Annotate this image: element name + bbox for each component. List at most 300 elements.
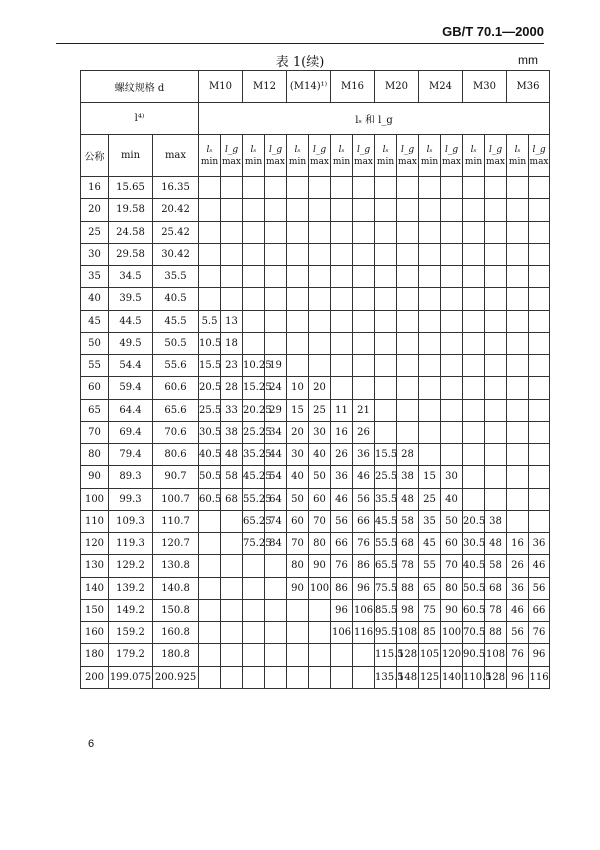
- lg-max-header: [353, 135, 375, 177]
- ls-min-cell: [287, 666, 309, 688]
- table-row: [81, 577, 550, 599]
- min-length-cell: 69.4: [109, 421, 153, 443]
- lg-symbol: l_g: [444, 144, 459, 155]
- lg-max-cell: 84: [265, 533, 287, 555]
- lg-max-header: [309, 135, 331, 177]
- lg-max-cell: 86: [353, 555, 375, 577]
- lg-max-cell: [221, 533, 243, 555]
- lg-max-cell: 56: [353, 488, 375, 510]
- lg-max-cell: [441, 266, 463, 288]
- dimension-table: [80, 70, 550, 689]
- lg-max-cell: [353, 310, 375, 332]
- max-length-cell: 55.6: [153, 355, 199, 377]
- lg-max-cell: 40: [441, 488, 463, 510]
- ls-min-cell: 70: [287, 533, 309, 555]
- ls-min-cell: [199, 288, 221, 310]
- ls-min-cell: 26: [331, 444, 353, 466]
- lg-max-cell: 80: [309, 533, 331, 555]
- min-label: min: [288, 156, 307, 167]
- min-length-cell: 109.3: [109, 510, 153, 532]
- lg-max-cell: 46: [353, 466, 375, 488]
- lg-max-cell: 18: [221, 332, 243, 354]
- ls-min-cell: 45: [419, 533, 441, 555]
- ls-min-cell: 20.5: [463, 510, 485, 532]
- lg-max-cell: 108: [485, 644, 507, 666]
- ls-min-cell: 56: [331, 510, 353, 532]
- ls-min-cell: 30: [287, 444, 309, 466]
- min-length-cell: 34.5: [109, 266, 153, 288]
- lg-max-cell: 108: [397, 622, 419, 644]
- lg-max-cell: [353, 666, 375, 688]
- ls-min-cell: [243, 555, 265, 577]
- min-length-cell: 54.4: [109, 355, 153, 377]
- ls-min-cell: [463, 266, 485, 288]
- lg-max-cell: [397, 399, 419, 421]
- ls-symbol: lₛ: [250, 144, 257, 155]
- ls-min-cell: 105: [419, 644, 441, 666]
- lg-max-cell: 96: [529, 644, 550, 666]
- lg-max-cell: [485, 199, 507, 221]
- lg-max-cell: 58: [485, 555, 507, 577]
- min-label: min: [332, 156, 351, 167]
- lg-max-cell: [309, 243, 331, 265]
- ls-min-cell: 25.25: [243, 421, 265, 443]
- lg-max-cell: [309, 644, 331, 666]
- min-length-cell: 24.58: [109, 221, 153, 243]
- lg-max-cell: [221, 555, 243, 577]
- min-length-cell: 149.2: [109, 599, 153, 621]
- size-header: M30: [463, 71, 507, 103]
- min-length-cell: 129.2: [109, 555, 153, 577]
- max-length-cell: 110.7: [153, 510, 199, 532]
- lg-max-cell: [485, 399, 507, 421]
- lg-max-cell: [265, 266, 287, 288]
- min-length-cell: 79.4: [109, 444, 153, 466]
- lg-max-cell: [529, 444, 550, 466]
- ls-min-cell: [375, 266, 397, 288]
- lg-max-cell: 36: [529, 533, 550, 555]
- max-length-cell: 160.8: [153, 622, 199, 644]
- table-caption: 表 1(续): [275, 55, 325, 70]
- ls-min-cell: 70.5: [463, 622, 485, 644]
- max-label: max: [266, 156, 285, 167]
- ls-min-cell: 5.5: [199, 310, 221, 332]
- lg-max-header: [265, 135, 287, 177]
- table-row: [81, 332, 550, 354]
- nominal-header: 公称: [81, 135, 109, 177]
- lg-max-cell: [485, 466, 507, 488]
- ls-min-cell: 65.5: [375, 555, 397, 577]
- ls-min-cell: 11: [331, 399, 353, 421]
- ls-min-cell: [507, 199, 529, 221]
- lg-max-cell: 56: [529, 577, 550, 599]
- ls-min-cell: [331, 266, 353, 288]
- lg-max-cell: [353, 266, 375, 288]
- lg-symbol: l_g: [532, 144, 546, 155]
- ls-min-header: [375, 135, 397, 177]
- ls-min-cell: [507, 488, 529, 510]
- lg-max-cell: 38: [221, 421, 243, 443]
- table-body: [81, 177, 550, 689]
- ls-min-cell: [507, 421, 529, 443]
- size-header: M16: [331, 71, 375, 103]
- lg-max-cell: 19: [265, 355, 287, 377]
- lg-max-cell: [441, 310, 463, 332]
- ls-min-cell: [243, 243, 265, 265]
- lg-max-cell: [485, 266, 507, 288]
- lg-max-cell: 66: [529, 599, 550, 621]
- ls-min-cell: 60: [287, 510, 309, 532]
- ls-min-cell: [463, 199, 485, 221]
- ls-min-cell: [507, 355, 529, 377]
- ls-min-cell: [463, 177, 485, 199]
- ls-min-header: [463, 135, 485, 177]
- ls-min-cell: 20.25: [243, 399, 265, 421]
- ls-min-header: [331, 135, 353, 177]
- ls-min-cell: [331, 355, 353, 377]
- ls-min-cell: [419, 199, 441, 221]
- lg-max-cell: 128: [397, 644, 419, 666]
- max-length-cell: 20.42: [153, 199, 199, 221]
- lg-max-cell: [529, 355, 550, 377]
- lg-max-cell: 140: [441, 666, 463, 688]
- lg-max-cell: [529, 243, 550, 265]
- lg-max-cell: [265, 622, 287, 644]
- lg-max-cell: [265, 332, 287, 354]
- ls-min-cell: 40: [287, 466, 309, 488]
- lg-max-cell: [309, 221, 331, 243]
- nominal-length-cell: 60: [81, 377, 109, 399]
- lg-symbol: l_g: [312, 144, 327, 155]
- ls-min-cell: [507, 444, 529, 466]
- min-length-cell: 159.2: [109, 622, 153, 644]
- ls-min-cell: [199, 510, 221, 532]
- lg-max-cell: 106: [353, 599, 375, 621]
- min-length-cell: 19.58: [109, 199, 153, 221]
- ls-min-cell: 76: [507, 644, 529, 666]
- table-row: [81, 266, 550, 288]
- lg-max-cell: 29: [265, 399, 287, 421]
- size-header: M12: [243, 71, 287, 103]
- lg-max-cell: [265, 199, 287, 221]
- lg-max-cell: 100: [441, 622, 463, 644]
- lg-max-cell: [309, 177, 331, 199]
- page-number: 6: [88, 738, 95, 750]
- lg-max-cell: [529, 221, 550, 243]
- lg-max-cell: [353, 377, 375, 399]
- min-label: min: [244, 156, 263, 167]
- lg-max-cell: [353, 177, 375, 199]
- lg-max-cell: 28: [221, 377, 243, 399]
- ls-min-header: [243, 135, 265, 177]
- ls-min-cell: [375, 221, 397, 243]
- header-rule: [56, 43, 544, 44]
- ls-min-cell: [463, 444, 485, 466]
- lg-max-cell: 60: [309, 488, 331, 510]
- ls-min-cell: 10: [287, 377, 309, 399]
- lg-max-cell: [353, 332, 375, 354]
- ls-min-cell: [463, 221, 485, 243]
- ls-min-cell: [463, 466, 485, 488]
- ls-min-cell: [287, 332, 309, 354]
- max-length-cell: 150.8: [153, 599, 199, 621]
- lg-max-cell: 13: [221, 310, 243, 332]
- ls-min-cell: 55: [419, 555, 441, 577]
- ls-min-cell: [463, 355, 485, 377]
- ls-min-cell: 60.5: [463, 599, 485, 621]
- lg-max-cell: [221, 644, 243, 666]
- max-label: max: [310, 156, 330, 167]
- ls-min-cell: [199, 221, 221, 243]
- ls-min-cell: 46: [331, 488, 353, 510]
- lg-max-cell: 36: [353, 444, 375, 466]
- ls-symbol: lₛ: [470, 144, 477, 155]
- ls-min-cell: [375, 377, 397, 399]
- ls-min-cell: [199, 666, 221, 688]
- ls-min-cell: [375, 399, 397, 421]
- lg-symbol: l_g: [400, 144, 415, 155]
- lg-max-cell: [397, 377, 419, 399]
- max-length-cell: 140.8: [153, 577, 199, 599]
- ls-min-cell: [243, 577, 265, 599]
- ls-min-cell: 20.5: [199, 377, 221, 399]
- table-row: [81, 177, 550, 199]
- ls-min-cell: 95.5: [375, 622, 397, 644]
- ls-min-cell: [375, 288, 397, 310]
- table-row: [81, 310, 550, 332]
- ls-min-header: [287, 135, 309, 177]
- lg-max-cell: [221, 266, 243, 288]
- lg-max-cell: [529, 199, 550, 221]
- nominal-length-cell: 90: [81, 466, 109, 488]
- ls-min-cell: [199, 533, 221, 555]
- ls-min-cell: 115.5: [375, 644, 397, 666]
- ls-min-cell: [287, 644, 309, 666]
- ls-min-cell: 35: [419, 510, 441, 532]
- ls-min-cell: [199, 177, 221, 199]
- nominal-length-cell: 70: [81, 421, 109, 443]
- max-length-cell: 120.7: [153, 533, 199, 555]
- lg-max-cell: [265, 644, 287, 666]
- min-label: min: [376, 156, 395, 167]
- ls-min-cell: 45.25: [243, 466, 265, 488]
- table-row: [81, 555, 550, 577]
- lg-max-cell: [397, 421, 419, 443]
- ls-min-cell: [199, 243, 221, 265]
- lg-max-cell: [353, 288, 375, 310]
- max-length-cell: 60.6: [153, 377, 199, 399]
- ls-min-cell: 96: [331, 599, 353, 621]
- lg-max-cell: [265, 577, 287, 599]
- lg-max-cell: [441, 377, 463, 399]
- lg-max-cell: 21: [353, 399, 375, 421]
- ls-min-cell: 25: [419, 488, 441, 510]
- lg-max-cell: 50: [309, 466, 331, 488]
- lg-max-cell: [529, 177, 550, 199]
- max-label: max: [398, 156, 418, 167]
- lg-max-cell: [441, 243, 463, 265]
- lg-max-cell: 80: [441, 577, 463, 599]
- lg-max-cell: 68: [397, 533, 419, 555]
- lg-max-cell: [221, 510, 243, 532]
- table-row: [81, 199, 550, 221]
- lg-max-cell: 38: [397, 466, 419, 488]
- ls-min-cell: 16: [331, 421, 353, 443]
- max-length-cell: 90.7: [153, 466, 199, 488]
- ls-min-cell: [419, 266, 441, 288]
- lg-max-cell: [441, 399, 463, 421]
- lg-max-cell: [485, 488, 507, 510]
- lg-max-cell: [397, 243, 419, 265]
- nominal-length-cell: 200: [81, 666, 109, 688]
- lg-max-cell: [265, 666, 287, 688]
- ls-min-header: [419, 135, 441, 177]
- ls-min-cell: 65: [419, 577, 441, 599]
- lg-max-cell: [221, 199, 243, 221]
- ls-min-cell: [331, 177, 353, 199]
- ls-min-cell: [243, 310, 265, 332]
- lg-max-cell: 25: [309, 399, 331, 421]
- table-row: [81, 377, 550, 399]
- ls-min-cell: [463, 399, 485, 421]
- lg-max-cell: [221, 221, 243, 243]
- lg-max-cell: 76: [529, 622, 550, 644]
- lg-max-cell: [529, 399, 550, 421]
- nominal-length-cell: 40: [81, 288, 109, 310]
- nominal-length-cell: 80: [81, 444, 109, 466]
- ls-min-cell: [287, 599, 309, 621]
- lg-max-cell: [221, 288, 243, 310]
- lg-max-cell: 33: [221, 399, 243, 421]
- lg-max-cell: 50: [441, 510, 463, 532]
- ls-min-cell: [463, 288, 485, 310]
- lg-max-header: [221, 135, 243, 177]
- minmax-header-row: [81, 135, 550, 177]
- ls-min-cell: 35.25: [243, 444, 265, 466]
- ls-min-cell: [463, 243, 485, 265]
- lg-max-cell: [265, 599, 287, 621]
- ls-min-cell: [419, 243, 441, 265]
- ls-min-cell: 55.25: [243, 488, 265, 510]
- ls-min-cell: [331, 243, 353, 265]
- lg-max-cell: 58: [221, 466, 243, 488]
- lg-max-cell: [441, 332, 463, 354]
- ls-min-cell: 25.5: [375, 466, 397, 488]
- ls-min-cell: [507, 377, 529, 399]
- nominal-length-cell: 150: [81, 599, 109, 621]
- ls-min-cell: 66: [331, 533, 353, 555]
- lg-max-cell: 40: [309, 444, 331, 466]
- ls-min-cell: 10.25: [243, 355, 265, 377]
- min-length-cell: 59.4: [109, 377, 153, 399]
- lg-max-cell: 116: [353, 622, 375, 644]
- thread-spec-header: 螺纹规格 d: [81, 71, 199, 103]
- lg-max-cell: 48: [397, 488, 419, 510]
- min-length-cell: 199.075: [109, 666, 153, 688]
- lg-max-header: [441, 135, 463, 177]
- ls-min-cell: 40.5: [199, 444, 221, 466]
- lg-max-cell: [265, 221, 287, 243]
- nominal-length-cell: 55: [81, 355, 109, 377]
- ls-min-cell: [375, 243, 397, 265]
- max-label: max: [486, 156, 506, 167]
- length-header-row: [81, 103, 550, 135]
- ls-min-cell: [199, 622, 221, 644]
- ls-min-cell: [199, 577, 221, 599]
- lg-max-cell: 78: [397, 555, 419, 577]
- lg-max-cell: 68: [221, 488, 243, 510]
- ls-min-cell: 40.5: [463, 555, 485, 577]
- ls-min-cell: 50.5: [463, 577, 485, 599]
- max-length-cell: 45.5: [153, 310, 199, 332]
- ls-min-cell: [419, 377, 441, 399]
- lg-max-cell: [397, 332, 419, 354]
- lg-max-cell: 64: [265, 488, 287, 510]
- ls-min-cell: [287, 177, 309, 199]
- max-label: max: [442, 156, 462, 167]
- ls-min-cell: [507, 310, 529, 332]
- lg-max-cell: [221, 666, 243, 688]
- lg-max-cell: [529, 421, 550, 443]
- min-length-cell: 179.2: [109, 644, 153, 666]
- ls-min-cell: 56: [507, 622, 529, 644]
- lg-max-cell: 58: [397, 510, 419, 532]
- lg-symbol: l_g: [224, 144, 239, 155]
- max-length-cell: 65.6: [153, 399, 199, 421]
- lg-max-cell: 30: [441, 466, 463, 488]
- lg-max-cell: [353, 644, 375, 666]
- nominal-length-cell: 120: [81, 533, 109, 555]
- min-length-cell: 119.3: [109, 533, 153, 555]
- lg-max-cell: 148: [397, 666, 419, 688]
- ls-min-cell: 135.5: [375, 666, 397, 688]
- ls-min-cell: 30.5: [463, 533, 485, 555]
- nominal-length-cell: 35: [81, 266, 109, 288]
- table-row: [81, 488, 550, 510]
- ls-min-cell: [243, 332, 265, 354]
- lg-max-cell: [309, 266, 331, 288]
- lg-max-cell: [265, 555, 287, 577]
- ls-min-cell: 106: [331, 622, 353, 644]
- lg-symbol: l_g: [488, 144, 503, 155]
- ls-min-cell: 75.5: [375, 577, 397, 599]
- lg-max-cell: [485, 243, 507, 265]
- unit-label: mm: [518, 53, 538, 67]
- lg-max-cell: [353, 243, 375, 265]
- lg-max-cell: 96: [353, 577, 375, 599]
- lg-max-cell: 54: [265, 466, 287, 488]
- lg-max-header: [529, 135, 550, 177]
- lg-max-cell: [529, 310, 550, 332]
- ls-lg-header: lₛ 和 l_g: [199, 103, 550, 135]
- ls-min-cell: 110.5: [463, 666, 485, 688]
- lg-max-cell: [441, 288, 463, 310]
- lg-max-cell: [221, 177, 243, 199]
- ls-min-cell: [331, 377, 353, 399]
- ls-min-cell: [507, 221, 529, 243]
- lg-max-cell: [529, 466, 550, 488]
- nominal-length-cell: 130: [81, 555, 109, 577]
- ls-min-cell: 25.5: [199, 399, 221, 421]
- standard-number: GB/T 70.1—2000: [442, 24, 544, 39]
- nominal-length-cell: 50: [81, 332, 109, 354]
- ls-min-cell: [331, 199, 353, 221]
- ls-min-cell: [463, 332, 485, 354]
- ls-symbol: lₛ: [426, 144, 433, 155]
- nominal-length-cell: 25: [81, 221, 109, 243]
- ls-min-cell: [287, 355, 309, 377]
- lg-max-cell: [309, 666, 331, 688]
